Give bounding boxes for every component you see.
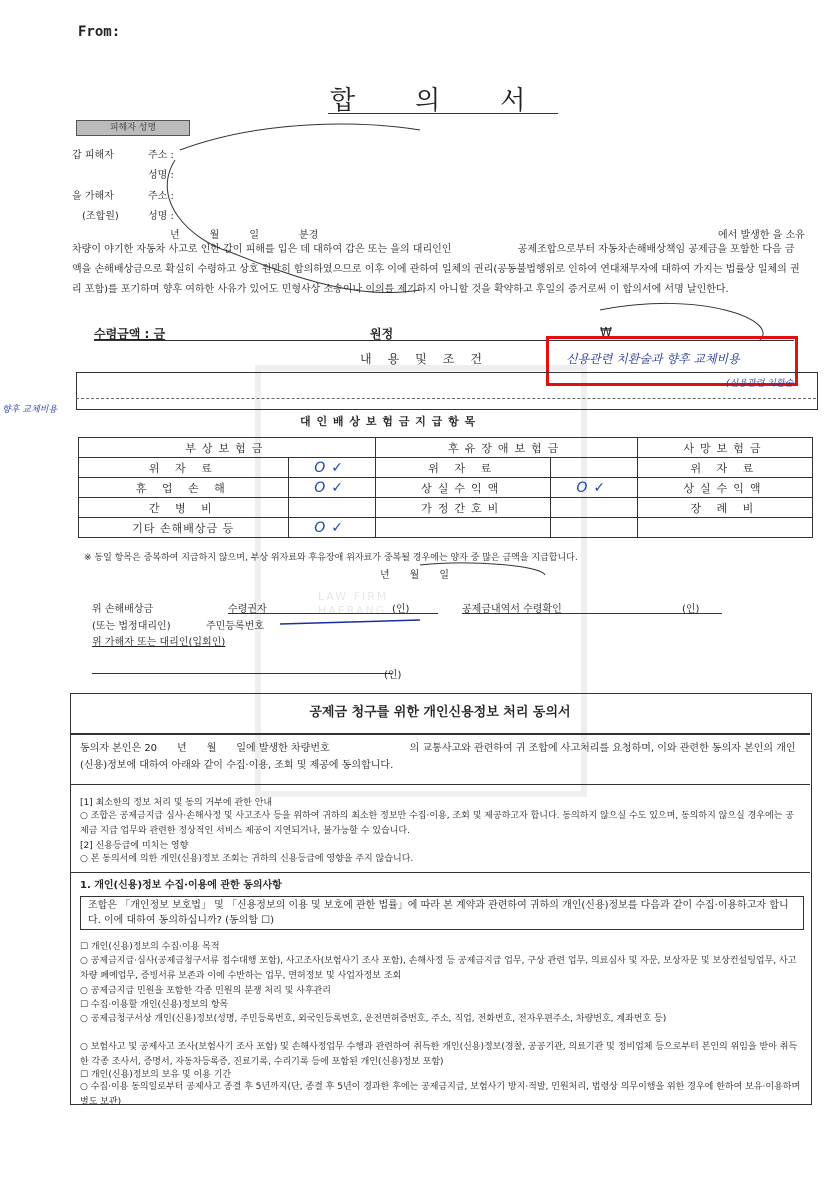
- amount-label: 수령금액 : 금: [94, 327, 166, 341]
- cell: 기타 손해배상금 등: [79, 518, 289, 538]
- insurance-table: [78, 437, 813, 538]
- handwritten-side-note: 향후 교체비용: [2, 405, 58, 415]
- cell: [637, 518, 812, 538]
- insurance-items-header: 대 인 배 상 보 험 금 지 급 항 목: [300, 415, 477, 428]
- cell: 위 자 료: [79, 458, 289, 478]
- cell: 상실수익액: [637, 478, 812, 498]
- notice1-heading: [1] 최소한의 정보 처리 및 동의 거부에 관한 안내: [80, 798, 273, 808]
- check-mark: [288, 498, 375, 518]
- cell: 상실수익액: [375, 478, 550, 498]
- sign-label-damages: 위 손해배상금: [92, 604, 154, 615]
- check-mark: O✓: [288, 458, 375, 478]
- purpose-heading: ☐ 개인(신용)정보의 수집·이용 목적: [80, 942, 220, 952]
- check-mark: [550, 518, 637, 538]
- check-mark: [550, 458, 637, 478]
- amount-won-sign: ₩: [600, 325, 612, 339]
- items-heading: ☐ 수집·이용할 개인(신용)정보의 항목: [80, 1000, 229, 1010]
- cell: [375, 518, 550, 538]
- party-b-address-label: 주소 :: [148, 191, 174, 202]
- items-2: ○ 보험사고 및 공제사고 조사(보험사기 조사 포함) 및 손해사정업무 수행과 관련하여 취득한 개인(신용)정보(경찰, 공공기관, 의료기관 및 정비업체 등으로부터 본인의 위임을 받아 취득한 각종 조사서, 증명서, 자동차등록증, 진료기록, 수리기록 등에 포함된 개인(신용)정보 포함): [80, 1042, 798, 1067]
- sign-seal-2: (인): [682, 604, 700, 615]
- sign-line-1: [228, 613, 438, 614]
- check-mark: O✓: [288, 478, 375, 498]
- party-b-name-label: 성명 :: [148, 211, 174, 222]
- sign-seal-1: (인): [392, 604, 410, 615]
- content-dashed-line: [76, 398, 816, 399]
- sign-date: 년 월 일: [380, 570, 449, 581]
- section1-heading: 1. 개인(신용)정보 수집·이용에 관한 동의사항: [80, 880, 282, 891]
- col-death: 사망보험금: [637, 438, 812, 458]
- sign-offender-label: 위 가해자 또는 대리인(입회인): [92, 637, 226, 648]
- sign-seal-3: (인): [384, 670, 402, 681]
- consent-intro: 동의자 본인은 20 년 월 일에 발생한 차량번호 의 교통사고와 관련하여 귀 조합에 사고처리를 요청하며, 이와 관련한 동의자 본인의 개인(신용)정보에 대하여 아래와 같이 수집·이용, 조회 및 제공에 동의합니다.: [80, 743, 796, 771]
- party-a-name-label: 성명 :: [148, 170, 174, 181]
- document-title: 합의서: [330, 86, 586, 116]
- agreement-paragraph: 차량이 야기한 자동차 사고로 인한 갑이 피해를 입은 데 대하여 갑은 또는 을의 대리인인 공제조합으로부터 자동차손해배상책임 공제금을 포함한 다음 금액을 손해배상금으로 확실히 수령하고 상호 원만히 합의하였으므로 이후 이에 관하여 일체의 권리(공동불법행위로 인하여 연대채무자에 대하여 가지는 법률상 일체의 권리 포함)를 포기하며 향후 여하한 사유가 있어도 민형사상 소송이나 이의를 제기하지 아니할 것을 확약하고 후일의 증거로써 이 합의서에 서명 날인한다.: [72, 244, 800, 295]
- accident-date-line: 년 월 일 분경: [170, 230, 319, 241]
- sign-legal-rep: (또는 법정대리인): [92, 621, 171, 632]
- handwritten-note: 신용관련 치환술과 향후 교체비용: [566, 352, 740, 366]
- cell: 장 례 비: [637, 498, 812, 518]
- section1-box-text: 조합은 「개인정보 보호법」 및 「신용정보의 이용 및 보호에 관한 법률」에 따라 본 계약과 관련하여 귀하의 개인(신용)정보를 다음과 같이 수집·이용하고자 합니다. 이에 대하여 동의하십니까? (동의함 ☐): [88, 900, 789, 926]
- check-mark: [550, 498, 637, 518]
- notice2-body: ○ 본 동의서에 의한 개인(신용)정보 조회는 귀하의 신용등급에 영향을 주지 않습니다.: [80, 854, 414, 864]
- watermark-text: LAW FIRM: [318, 590, 389, 603]
- watermark-text-2: HAERANG: [318, 604, 387, 617]
- consent-title: 공제금 청구를 위한 개인신용정보 처리 동의서: [70, 693, 810, 735]
- cell: 휴 업 손 해: [79, 478, 289, 498]
- period-1: ○ 수집·이용 동의일로부터 공제사고 종결 후 5년까지(단, 종결 후 5년이 경과한 후에는 공제금지급, 보험사기 방지·적발, 민원처리, 법령상 의무이행을 위한 경우에 한하여 보유·이용하며 별도 보관): [80, 1082, 801, 1107]
- accident-location-suffix: 에서 발생한 을 소유: [718, 230, 805, 241]
- sign-label-receipt: 공제금내역서 수령확인: [462, 604, 562, 615]
- check-mark: O✓: [550, 478, 637, 498]
- notice2-heading: [2] 신용등급에 미치는 영향: [80, 841, 189, 851]
- victim-section-label: 피해자 성명: [76, 120, 190, 136]
- cell: 간 병 비: [79, 498, 289, 518]
- col-disability: 후유장애보험금: [375, 438, 637, 458]
- sign-line-3: [92, 673, 392, 674]
- sign-label-recipient: 수령권자: [228, 604, 267, 615]
- period-heading: ☐ 개인(신용)정보의 보유 및 이용 기간: [80, 1070, 232, 1080]
- sign-line-2: [462, 613, 722, 614]
- notice1-body: ○ 조합은 공제금지급 심사·손해사정 및 사고조사 등을 위하여 귀하의 최소한 정보만 수집·이용, 조회 및 제공하고자 합니다. 동의하지 않으실 수도 있으며, 동의하지 않으실 경우에는 공제금 지급 업무와 관련한 정상적인 서비스 제공이 지연되거나, 불가능할 수 있습니다.: [80, 811, 794, 836]
- col-injury: 부상보험금: [79, 438, 376, 458]
- purpose-2: ○ 공제금지급 민원을 포함한 각종 민원의 분쟁 처리 및 사후관리: [80, 986, 331, 996]
- cell: 위 자 료: [375, 458, 550, 478]
- fax-from-label: From:: [78, 24, 121, 40]
- duplicate-note: ※ 동일 항목은 중복하여 지급하지 않으며, 부상 위자료와 후유장애 위자료가 중복될 경우에는 양자 중 많은 금액을 지급합니다.: [84, 553, 578, 563]
- check-mark: O✓: [288, 518, 375, 538]
- party-a-address-label: 주소 :: [148, 150, 174, 161]
- handwritten-note-right: (신용관련 치환술: [726, 379, 794, 389]
- cell: 가정간호비: [375, 498, 550, 518]
- purpose-1: ○ 공제금지급·심사(공제금청구서류 접수대행 포함), 사고조사(보험사기 조사 포함), 손해사정 등 공제금지급 업무, 구상 관련 업무, 의료심사 및 자문, 보상자문 및 보상컨설팅업무, 사고차량 폐예업무, 증빙서류 보존과 이에 수반하는 업무, 면허정보 및 사업자정보 조회: [80, 956, 797, 981]
- content-box: [76, 372, 818, 410]
- cell: 위 자 료: [637, 458, 812, 478]
- consent-divider-1: [70, 784, 810, 785]
- party-b-sub-label: (조합원): [82, 211, 119, 222]
- party-b-label: 을 가해자: [72, 191, 114, 202]
- sign-id-label: 주민등록번호: [206, 621, 264, 632]
- consent-divider-2: [70, 872, 810, 873]
- amount-unit: 원정: [370, 327, 394, 341]
- party-a-label: 갑 피해자: [72, 150, 114, 161]
- content-conditions-label: 내 용 및 조 건: [360, 352, 484, 366]
- items-1: ○ 공제금청구서상 개인(신용)정보(성명, 주민등록번호, 외국인등록번호, 운전면허증번호, 주소, 직업, 전화번호, 전자우편주소, 차량번호, 계좌번호 등): [80, 1014, 667, 1024]
